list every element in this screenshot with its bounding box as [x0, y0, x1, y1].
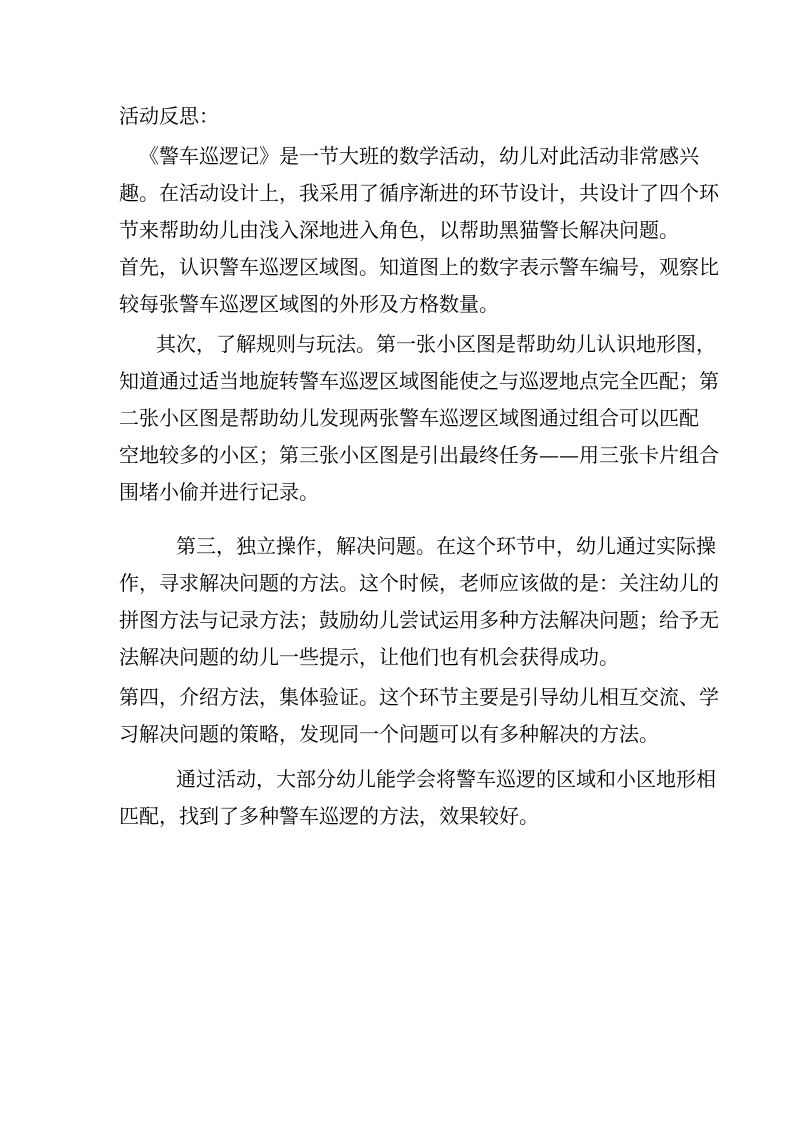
paragraph-conclusion-line-2: 匹配，找到了多种警车巡逻的方法，效果较好。 [119, 804, 539, 828]
reflection-heading: 活动反思： [119, 104, 219, 128]
paragraph-first-line-2: 较每张警车巡逻区域图的外形及方格数量。 [119, 292, 499, 316]
paragraph-second-line-2: 知道通过适当地旋转警车巡逻区域图能使之与巡逻地点完全匹配；第 [119, 369, 719, 393]
paragraph-intro-line-1: 《警车巡逻记》是一节大班的数学活动，幼儿对此活动非常感兴 [139, 144, 699, 168]
paragraph-second-line-3: 二张小区图是帮助幼儿发现两张警车巡逻区域图通过组合可以匹配 [119, 406, 699, 430]
paragraph-second-line-4: 空地较多的小区；第三张小区图是引出最终任务——用三张卡片组合 [119, 443, 719, 467]
paragraph-third-line-1: 第三，独立操作，解决问题。在这个环节中，幼儿通过实际操 [176, 534, 716, 558]
paragraph-fourth-line-2: 习解决问题的策略，发现同一个问题可以有多种解决的方法。 [119, 722, 659, 746]
paragraph-intro-line-2: 趣。在活动设计上，我采用了循序渐进的环节设计，共设计了四个环 [119, 181, 719, 205]
paragraph-third-line-2: 作，寻求解决问题的方法。这个时候，老师应该做的是：关注幼儿的 [119, 571, 719, 595]
document-body [119, 98, 719, 835]
paragraph-second-line-5: 围堵小偷并进行记录。 [119, 480, 319, 504]
paragraph-fourth-line-1: 第四，介绍方法，集体验证。这个环节主要是引导幼儿相互交流、学 [119, 685, 719, 709]
paragraph-intro-line-3: 节来帮助幼儿由浅入深地进入角色，以帮助黑猫警长解决问题。 [119, 218, 679, 242]
paragraph-third-line-3: 拼图方法与记录方法；鼓励幼儿尝试运用多种方法解决问题；给予无 [119, 608, 719, 632]
paragraph-conclusion-line-1: 通过活动，大部分幼儿能学会将警车巡逻的区域和小区地形相 [176, 767, 716, 791]
paragraph-second-line-1: 其次，了解规则与玩法。第一张小区图是帮助幼儿认识地形图， [156, 332, 716, 356]
paragraph-first-line-1: 首先，认识警车巡逻区域图。知道图上的数字表示警车编号，观察比 [119, 255, 719, 279]
paragraph-third-line-4: 法解决问题的幼儿一些提示，让他们也有机会获得成功。 [119, 645, 619, 669]
